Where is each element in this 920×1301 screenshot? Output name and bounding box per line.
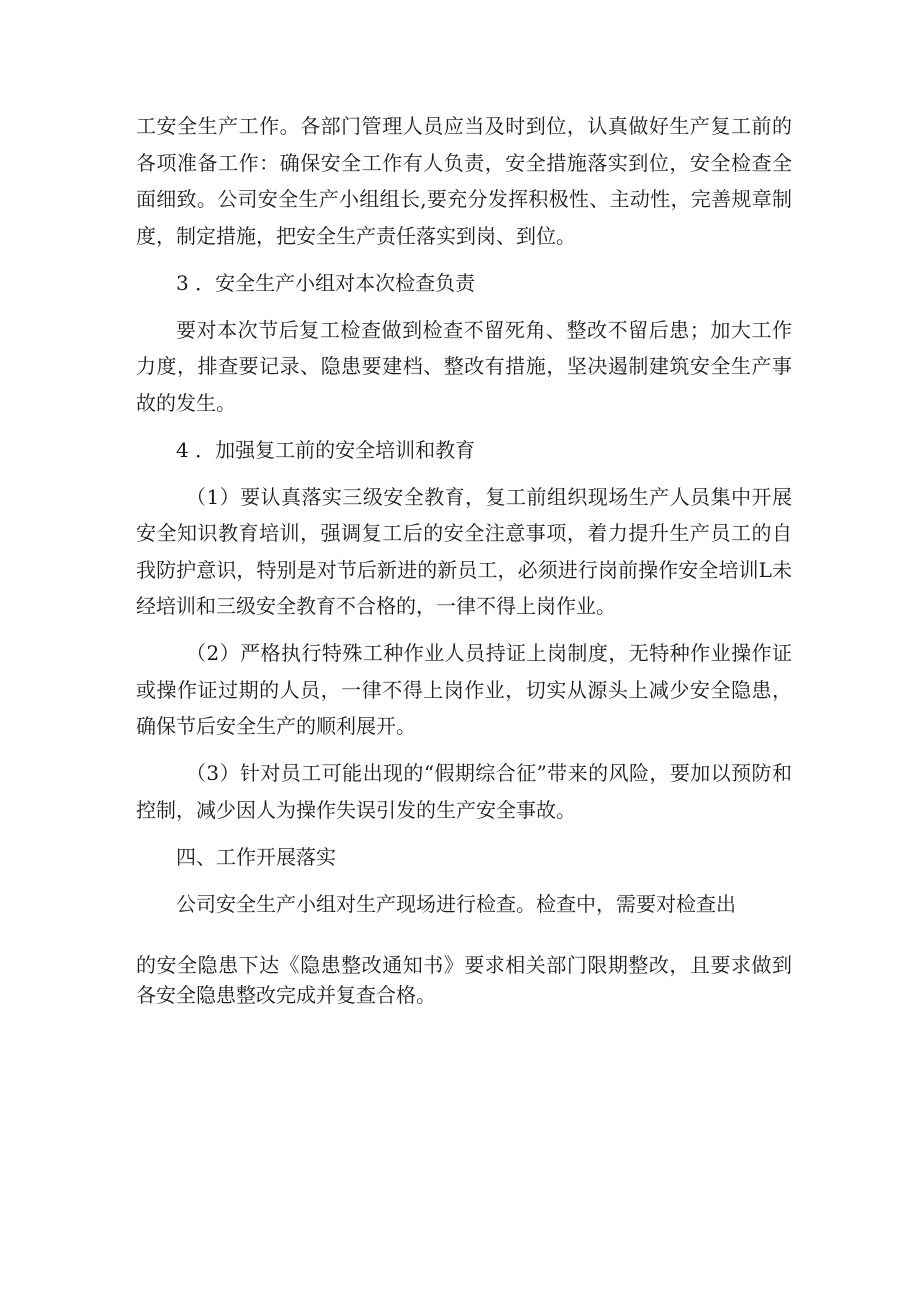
paragraph-rectification-notice: 的安全隐患下达《隐患整改通知书》要求相关部门限期整改，且要求做到各安全隐患整改完成并复查合格。 [136, 953, 792, 1007]
paragraph-sub-2-certification: （2）严格执行特殊工种作业人员持证上岗制度，无特种作业操作证或操作证过期的人员，一律不得上岗作业，切实从源头上减少安全隐患，确保节后安全生产的顺利展开。 [136, 641, 792, 738]
heading-item-4: 4 ．加强复工前的安全培训和教育 [176, 437, 476, 462]
document-body [136, 108, 792, 1010]
paragraph-sub-3-holiday-syndrome: （3）针对员工可能出现的“假期综合征”带来的风险，要加以预防和控制，减少因人为操作失误引发的生产安全事故。 [136, 761, 792, 822]
paragraph-site-inspection: 公司安全生产小组对生产现场进行检查。检查中，需要对检查出 [176, 891, 736, 916]
paragraph-sub-1-education: （1）要认真落实三级安全教育，复工前组织现场生产人员集中开展安全知识教育培训，强调复工后的安全注意事项，着力提升生产员工的自我防护意识，特别是对节后新进的新员工，必须进行岗前操作安全培训L未经培训和三级安全教育不合格的，一律不得上岗作业。 [136, 484, 792, 618]
heading-item-3: 3 ．安全生产小组对本次检查负责 [176, 270, 476, 295]
heading-section-4: 四、工作开展落实 [176, 844, 336, 869]
paragraph-continued-safety-work: 工安全生产工作。各部门管理人员应当及时到位，认真做好生产复工前的各项准备工作：确保安全工作有人负责，安全措施落实到位，安全检查全面细致。公司安全生产小组组长,要充分发挥积极性、主动性，完善规章制度，制定措施，把安全生产责任落实到岗、到位。 [136, 114, 792, 248]
paragraph-inspection-responsibility: 要对本次节后复工检查做到检查不留死角、整改不留后患；加大工作力度，排查要记录、隐患要建档、整改有措施，坚决遏制建筑安全生产事故的发生。 [136, 317, 792, 415]
